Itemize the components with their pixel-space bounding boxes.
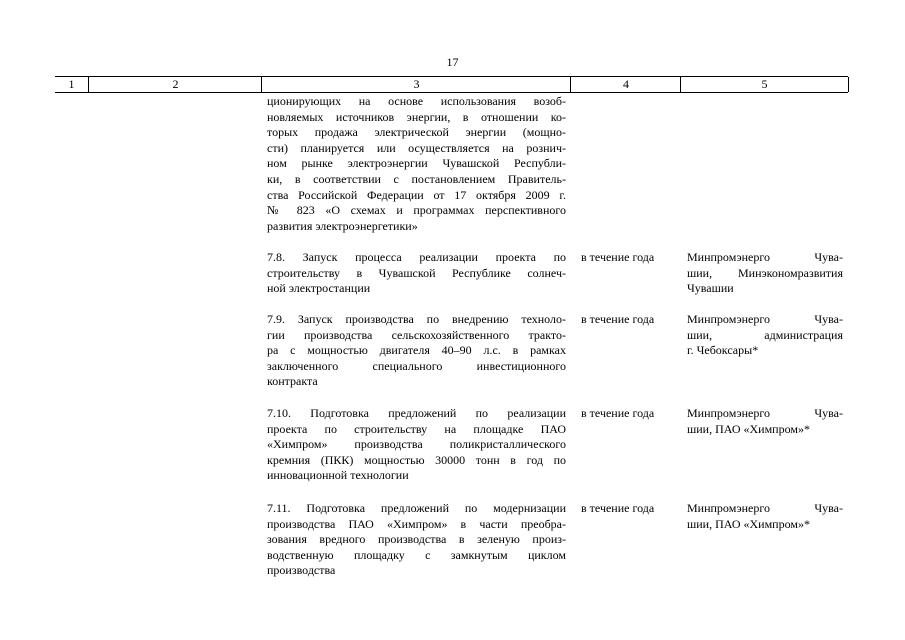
- executor-text: [687, 250, 843, 297]
- text-line: ра с мощностью двигателя 40–90 л.с. в рамках: [267, 343, 566, 358]
- text-line: контракта: [267, 374, 318, 389]
- text-line: заключенного специального инвестиционного: [267, 358, 566, 373]
- text-line: шии, администрация: [687, 327, 843, 342]
- header-col-1: 1: [68, 77, 75, 91]
- continuation-text: [267, 94, 566, 234]
- measure-text: [267, 501, 566, 579]
- text-line: Чувашии: [687, 281, 734, 296]
- measure-text: [267, 406, 566, 484]
- header-col-2: 2: [88, 77, 262, 92]
- term-text: в течение года: [581, 501, 655, 515]
- text-line: Минпромэнерго Чува-: [687, 406, 843, 420]
- text-line: производства ПАО «Химпром» в части преобра-: [267, 516, 566, 531]
- page-number: 17: [446, 55, 459, 69]
- text-line: новляемых источников энергии, в отношении ко-: [267, 109, 566, 124]
- text-line: производства: [267, 563, 336, 578]
- text-line: Минпромэнерго Чува-: [687, 312, 843, 326]
- text-line: 7.8. Запуск процесса реализации проекта по: [267, 250, 566, 264]
- text-line: ном рынке электроэнергии Чувашской Республи-: [267, 156, 566, 171]
- text-line: Минпромэнерго Чува-: [687, 250, 843, 264]
- text-line: строительству в Чувашской Республике солнеч-: [267, 265, 566, 280]
- text-line: зования вредного производства в зеленую произ-: [267, 532, 566, 547]
- executor-text: [687, 312, 843, 359]
- text-line: 7.9. Запуск производства по внедрению техноло-: [267, 312, 566, 326]
- text-line: кремния (ПКК) мощностью 30000 тонн в год по: [267, 452, 566, 467]
- executor-text: [687, 501, 843, 532]
- text-line: № 823 «О схемах и программах перспективного: [267, 203, 566, 218]
- text-line: ства Российской Федерации от 17 октября 2009 г.: [267, 187, 566, 202]
- text-line: «Химпром» производства поликристаллического: [267, 437, 566, 452]
- text-line: развития электроэнергетики»: [267, 218, 418, 233]
- term-text: в течение года: [581, 312, 655, 326]
- text-line: водственную площадку с замкнутым циклом: [267, 547, 566, 562]
- term-text: в течение года: [581, 406, 655, 420]
- header-col-4: 4: [570, 77, 681, 92]
- measure-text: [267, 312, 566, 390]
- text-line: ки, в соответствии с постановлением Правитель-: [267, 171, 566, 186]
- table-header-row: [55, 76, 848, 93]
- text-line: 7.11. Подготовка предложений по модернизации: [267, 501, 566, 515]
- header-col-3: 3: [261, 77, 571, 92]
- term-text: в течение года: [581, 250, 655, 264]
- text-line: шии, ПАО «Химпром»*: [687, 516, 810, 531]
- text-line: инновационной технологии: [267, 468, 409, 483]
- executor-text: [687, 406, 843, 437]
- text-line: Минпромэнерго Чува-: [687, 501, 843, 515]
- measure-text: [267, 250, 566, 297]
- text-line: сти) планируется или осуществляется на рознич-: [267, 140, 566, 155]
- text-line: шии, Минэкономразвития: [687, 265, 843, 280]
- header-col-5: 5: [680, 77, 849, 92]
- text-line: ционирующих на основе использования возоб-: [267, 94, 566, 108]
- text-line: торых продажа электрической энергии (мощно-: [267, 125, 566, 140]
- text-line: шии, ПАО «Химпром»*: [687, 421, 810, 436]
- text-line: проекта по строительству на площадке ПАО: [267, 421, 566, 436]
- text-line: г. Чебоксары*: [687, 343, 759, 358]
- text-line: 7.10. Подготовка предложений по реализации: [267, 406, 566, 420]
- text-line: ной электростанции: [267, 281, 371, 296]
- text-line: гии производства сельскохозяйственного тракто-: [267, 327, 566, 342]
